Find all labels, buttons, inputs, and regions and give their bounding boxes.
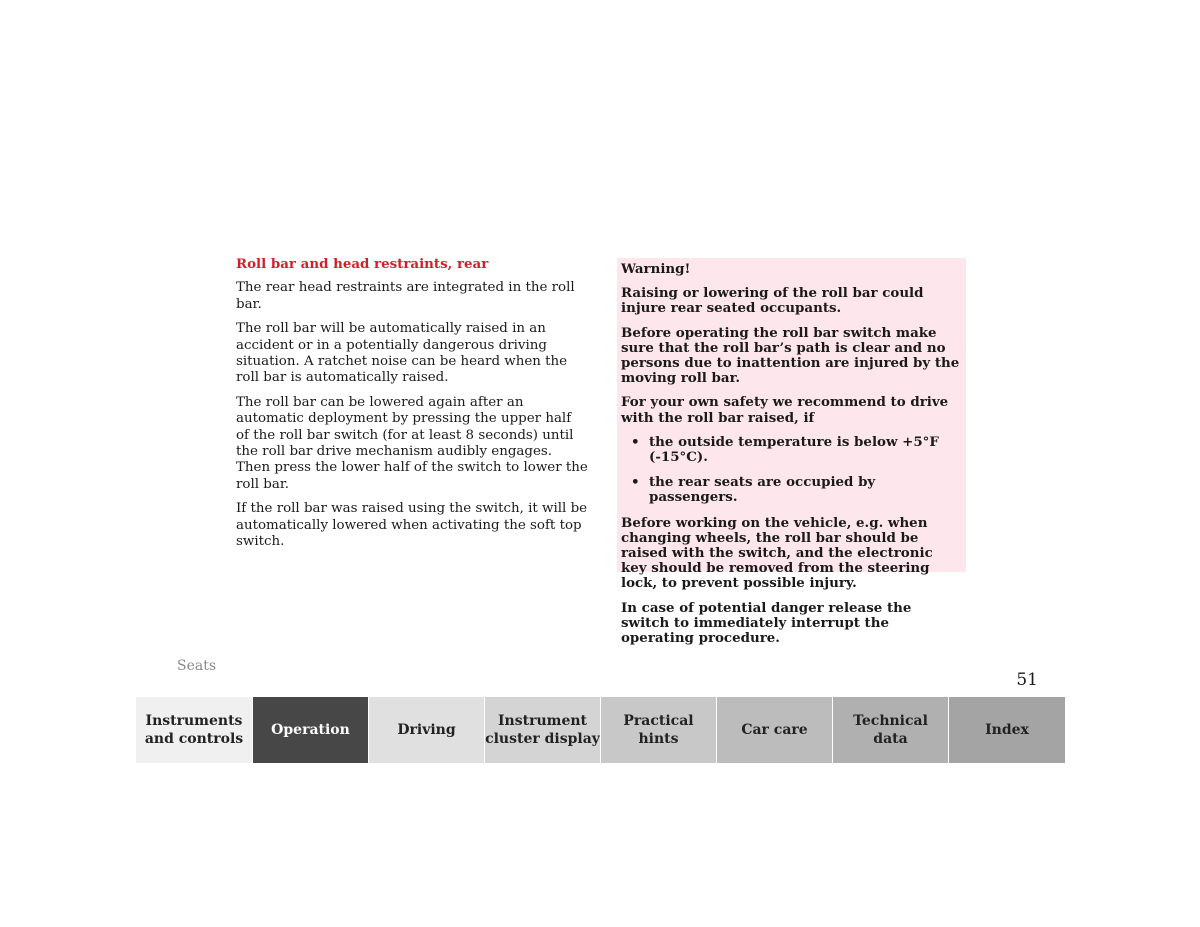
bullet-text: the rear seats are occupied by passengers. xyxy=(649,474,876,506)
nav-tab-instruments-and-controls[interactable]: Instruments and controls xyxy=(136,697,252,763)
warning-paragraph: In case of potential danger release the switch to immediately interrupt the operating procedure. xyxy=(621,599,912,647)
nav-tab-operation[interactable]: Operation xyxy=(252,697,368,763)
nav-tab-practical-hints[interactable]: Practical hints xyxy=(600,697,716,763)
nav-tab-instrument-cluster-display[interactable]: Instrument cluster display xyxy=(484,697,600,763)
warning-paragraph: Before operating the roll bar switch make sure that the roll bar’s path is clear and no persons due to inattention are injured by the moving roll bar. xyxy=(621,324,960,387)
warning-paragraph: Raising or lowering of the roll bar could injure rear seated occupants. xyxy=(621,285,924,317)
warning-paragraph: For your own safety we recommend to drive with the roll bar raised, if xyxy=(621,394,949,426)
paragraph: The roll bar will be automatically raised in an accident or in a potentially dangerous driving situation. A ratchet noise can be heard when the roll bar is automatically raised. xyxy=(236,321,568,386)
paragraph: The roll bar can be lowered again after an automatic deployment by pressing the upper half of the roll bar switch (for at least 8 seconds) until the roll bar drive mechanism audibly engages. Then press the lower half of the switch to lower the roll bar. xyxy=(236,394,588,492)
bullet-icon: • xyxy=(631,474,640,491)
page-number: 51 xyxy=(1016,670,1038,690)
warning-bullet-list xyxy=(621,435,960,506)
nav-tab-driving[interactable]: Driving xyxy=(368,697,484,763)
nav-tab-index[interactable]: Index xyxy=(948,697,1065,763)
warning-heading: Warning! xyxy=(621,261,691,277)
paragraph: The rear head restraints are integrated in the roll bar. xyxy=(236,280,575,312)
nav-tab-car-care[interactable]: Car care xyxy=(716,697,832,763)
section-title: Roll bar and head restraints, rear xyxy=(236,256,489,272)
left-column xyxy=(236,256,588,559)
warning-bullet-item xyxy=(621,435,960,465)
warning-paragraph: Before working on the vehicle, e.g. when changing wheels, the roll bar should be raised with the switch, and the electronic key should be removed from the steering lock, to prevent possible injury. xyxy=(621,514,933,592)
warning-bullet-item xyxy=(621,475,960,505)
bullet-text: the outside temperature is below +5°F (-15°C). xyxy=(649,433,939,466)
chapter-nav xyxy=(136,697,1065,763)
section-label: Seats xyxy=(177,658,217,674)
nav-tab-technical-data[interactable]: Technical data xyxy=(832,697,948,763)
paragraph: If the roll bar was raised using the switch, it will be automatically lowered when activating the soft top switch. xyxy=(236,501,588,550)
warning-box xyxy=(617,258,966,647)
bullet-icon: • xyxy=(631,433,640,450)
